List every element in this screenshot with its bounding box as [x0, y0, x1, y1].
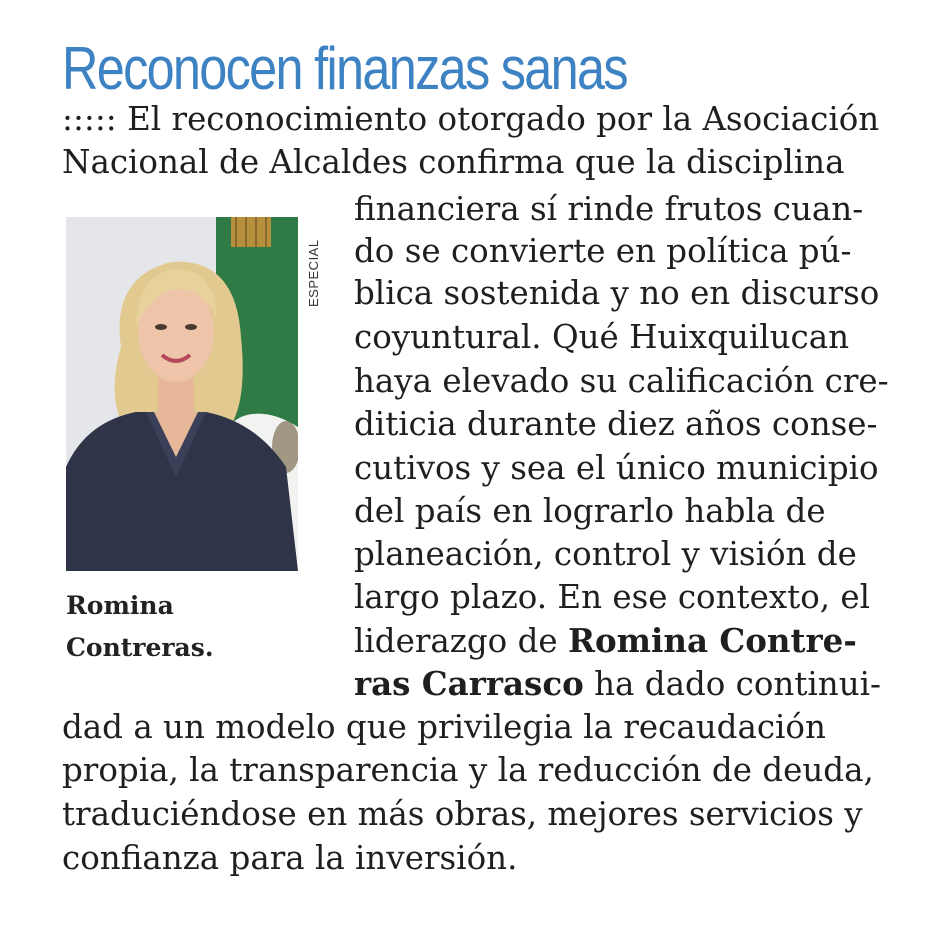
body-line: cutivos y sea el único municipio: [354, 449, 879, 487]
body-line: diticia durante diez años conse-: [354, 405, 878, 443]
headline: Reconocen finanzas sanas: [62, 35, 627, 102]
body-line: financiera sí rinde frutos cuan-: [354, 190, 864, 228]
photo-caption: Romina Contreras.: [66, 591, 214, 662]
body-line: haya elevado su calificación cre-: [354, 362, 889, 400]
portrait-photo: [66, 217, 298, 571]
body-line: liderazgo de Romina Contre-: [354, 621, 857, 660]
dots-marker: :::::: [62, 100, 117, 138]
body-line: largo plazo. En ese contexto, el: [354, 578, 871, 616]
body-line: confianza para la inversión.: [62, 839, 518, 877]
body-line: traduciéndose en más obras, mejores servicios y: [62, 795, 863, 833]
body-line: coyuntural. Qué Huixquilucan: [354, 318, 850, 356]
bold-name: Romina Contre-: [567, 621, 857, 660]
body-line: dad a un modelo que privilegia la recaudación: [62, 708, 826, 746]
body-line: blica sostenida y no en discurso: [354, 274, 880, 312]
portrait-illustration: [66, 217, 298, 571]
body-line: del país en lograrlo habla de: [354, 492, 826, 530]
body-line: propia, la transparencia y la reducción de deuda,: [62, 751, 874, 789]
photo-credit: ESPECIAL: [306, 239, 321, 307]
article: [62, 20, 892, 942]
body-line: Nacional de Alcaldes confirma que la disciplina: [62, 143, 845, 181]
body-line: ::::: El reconocimiento otorgado por la Asociación: [62, 100, 880, 138]
body-line: planeación, control y visión de: [354, 535, 857, 573]
bold-name: ras Carrasco: [354, 664, 584, 703]
body-line: ras Carrasco ha dado continui-: [354, 664, 882, 703]
body-line: do se convierte en política pú-: [354, 232, 852, 270]
